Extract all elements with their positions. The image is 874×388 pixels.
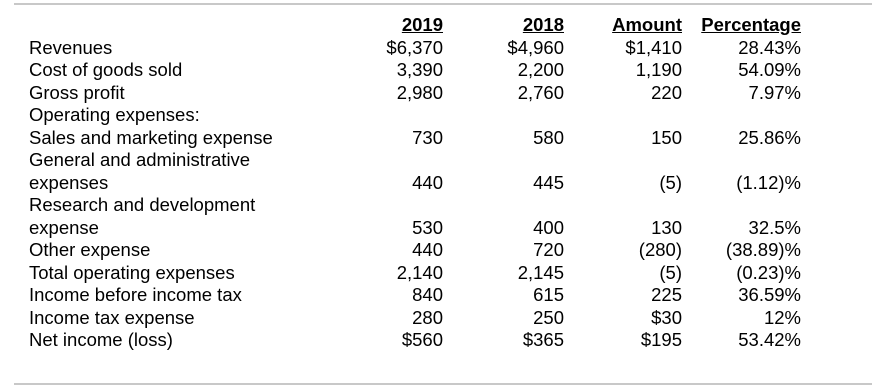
- row-label-line2: expense: [29, 216, 99, 238]
- row-label: [29, 194, 359, 239]
- row-label: Operating expenses:: [29, 104, 200, 125]
- cell-2019: 2,980: [396, 81, 443, 103]
- table-row: [29, 59, 801, 82]
- row-label: Other expense: [29, 239, 151, 260]
- row-label: Gross profit: [29, 81, 125, 103]
- table-row: [29, 149, 801, 194]
- income-statement-table: [29, 14, 801, 352]
- cell-percentage: (1.12)%: [736, 171, 801, 193]
- cell-2018: 400: [533, 216, 564, 238]
- cell-percentage: 53.42%: [738, 329, 801, 350]
- row-label: Cost of goods sold: [29, 59, 183, 80]
- table-row: [29, 104, 801, 127]
- cell-2019: 440: [412, 239, 443, 260]
- table-row: [29, 194, 801, 239]
- table-row: [29, 284, 801, 307]
- row-label-line1: General and administrative: [29, 149, 251, 170]
- cell-2018: 2,760: [517, 81, 564, 103]
- cell-2019: 440: [412, 171, 443, 193]
- cell-2018: 580: [533, 126, 564, 148]
- cell-2018: 445: [533, 171, 564, 193]
- cell-2019: $560: [401, 329, 443, 350]
- cell-2018: 2,145: [517, 261, 564, 283]
- header-percentage: Percentage: [701, 14, 801, 35]
- cell-2019: 280: [412, 306, 443, 328]
- cell-amount: 150: [651, 126, 682, 148]
- cell-amount: [564, 104, 682, 127]
- cell-amount: $30: [651, 306, 682, 328]
- cell-2019: 730: [412, 126, 443, 148]
- cell-percentage: 54.09%: [738, 59, 801, 80]
- cell-amount: $195: [640, 329, 682, 350]
- cell-amount: 1,190: [635, 59, 682, 80]
- cell-percentage: 36.59%: [738, 284, 801, 305]
- row-label: Income tax expense: [29, 306, 195, 328]
- cell-2018: 720: [533, 239, 564, 260]
- row-label-line2: expenses: [29, 171, 109, 193]
- header-2018: 2018: [522, 14, 564, 35]
- cell-2018: 2,200: [517, 59, 564, 80]
- table-row: [29, 82, 801, 105]
- row-label: Income before income tax: [29, 284, 242, 305]
- row-label: Net income (loss): [29, 329, 173, 350]
- table-row: [29, 37, 801, 60]
- cell-2019: 530: [412, 216, 443, 238]
- header-row: [29, 14, 801, 37]
- cell-2019: 2,140: [396, 261, 443, 283]
- cell-2018: $4,960: [507, 36, 564, 58]
- cell-2018: 250: [533, 306, 564, 328]
- cell-2018: 615: [533, 284, 564, 305]
- cell-percentage: 7.97%: [748, 81, 801, 103]
- cell-amount: 130: [651, 216, 682, 238]
- cell-amount: (5): [659, 171, 682, 193]
- cell-percentage: [682, 104, 801, 127]
- cell-amount: (5): [659, 261, 682, 283]
- row-label: [29, 149, 359, 194]
- cell-amount: (280): [638, 239, 682, 260]
- cell-2019: 840: [412, 284, 443, 305]
- row-label-line1: Research and development: [29, 194, 256, 215]
- header-2019: 2019: [401, 14, 443, 35]
- row-label: Total operating expenses: [29, 261, 235, 283]
- table-row: [29, 329, 801, 352]
- cell-2019: $6,370: [386, 36, 443, 58]
- cell-percentage: (0.23)%: [736, 261, 801, 283]
- cell-2019: 3,390: [396, 59, 443, 80]
- table-row: [29, 307, 801, 330]
- cell-percentage: 32.5%: [748, 216, 801, 238]
- cell-2018: $365: [522, 329, 564, 350]
- cell-amount: $1,410: [625, 36, 682, 58]
- cell-amount: 220: [651, 81, 682, 103]
- table-row: [29, 262, 801, 285]
- cell-2018: [443, 104, 564, 127]
- cell-percentage: 25.86%: [738, 126, 801, 148]
- table-row: [29, 127, 801, 150]
- cell-amount: 225: [651, 284, 682, 305]
- row-label: Sales and marketing expense: [29, 126, 273, 148]
- row-label: Revenues: [29, 36, 113, 58]
- table-row: [29, 239, 801, 262]
- cell-percentage: (38.89)%: [725, 239, 801, 260]
- cell-percentage: 28.43%: [738, 36, 801, 58]
- cell-percentage: 12%: [763, 306, 801, 328]
- header-amount: Amount: [612, 14, 682, 35]
- cell-2019: [359, 104, 443, 127]
- header-label: [29, 14, 359, 37]
